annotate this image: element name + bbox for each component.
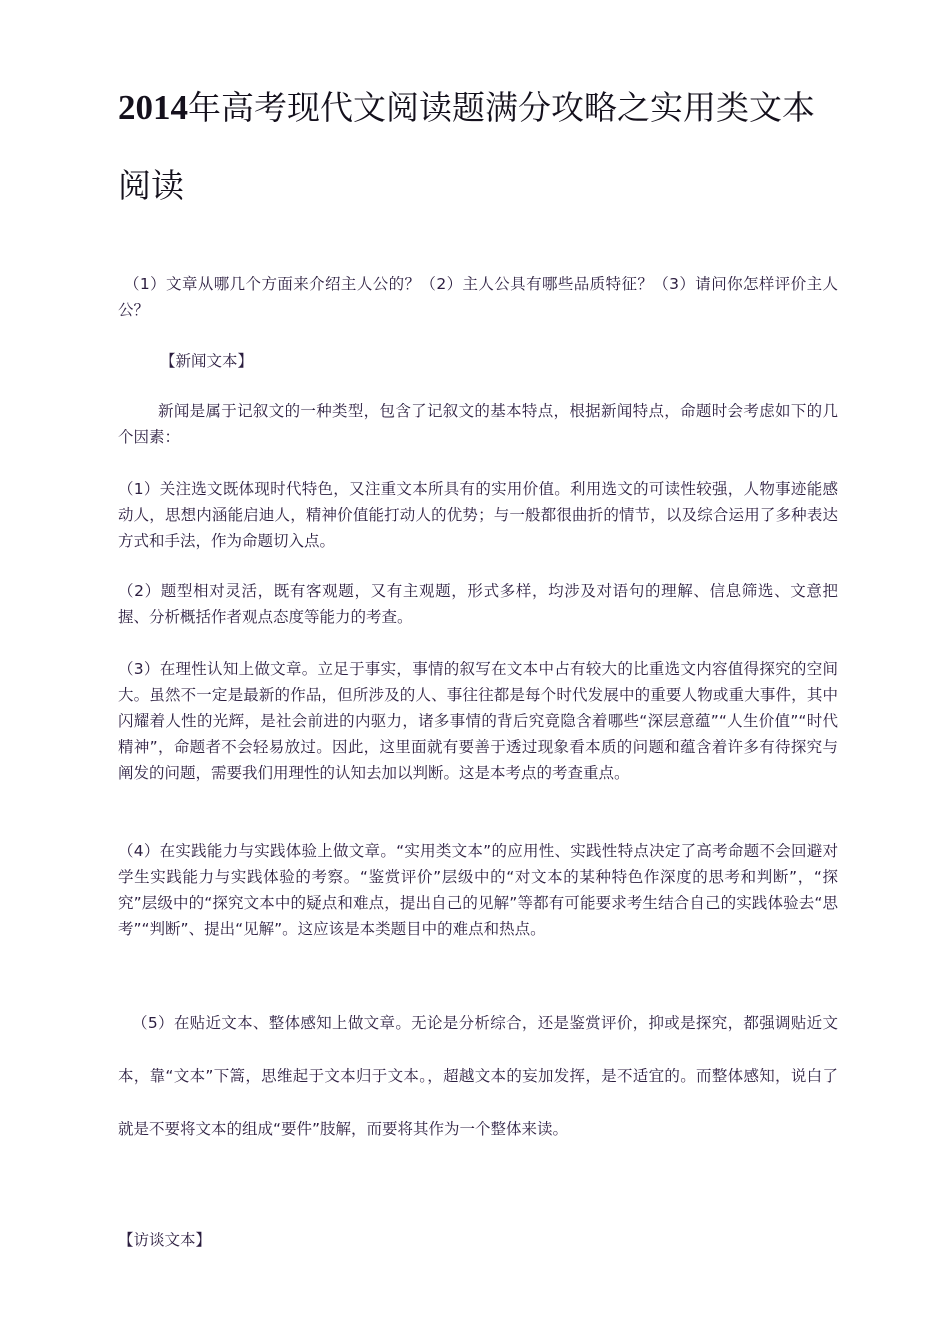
title-text: 年高考现代文阅读题满分攻略之实用类文本阅读 xyxy=(118,88,815,205)
point-1-paragraph: （1）关注选文既体现时代特色，又注重文本所具有的实用价值。利用选文的可读性较强，人物事迹能感动人，思想内涵能启迪人，精神价值能打动人的优势；与一般都很曲折的情节，以及综合运用了多种表达方式和手法，作为命题切入点。 xyxy=(118,480,838,550)
point-3-paragraph: （3）在理性认知上做文章。立足于事实，事情的叙写在文本中占有较大的比重选文内容值得探究的空间大。虽然不一定是最新的作品，但所涉及的人、事往往都是每个时代发展中的重要人物或重大事件，其中闪耀着人性的光辉，是社会前进的内驱力，诸多事情的背后究竟隐含着哪些“深层意蕴”“人生价值”“时代精神”，命题者不会轻易放过。因此，这里面就有要善于透过现象看本质的问题和蕴含着许多有待探究与阐发的问题，需要我们用理性的认知去加以判断。这是本考点的考查重点。 xyxy=(118,660,838,782)
title-year: 2014 xyxy=(118,88,188,127)
section-heading-news: 【新闻文本】 xyxy=(160,352,254,370)
point-5-paragraph: （5）在贴近文本、整体感知上做文章。无论是分析综合，还是鉴赏评价，抑或是探究，都强调贴近文本，靠“文本”下篙，思维起于文本归于文本。，超越文本的妄加发挥，是不适宜的。而整体感知，说白了就是不要将文本的组成“要件”肢解，而要将其作为一个整体来读。 xyxy=(118,1014,838,1138)
document-title xyxy=(118,69,838,225)
point-4-paragraph: （4）在实践能力与实践体验上做文章。“实用类文本”的应用性、实践性特点决定了高考命题不会回避对学生实践能力与实践体验的考察。“鉴赏评价”层级中的“对文本的某种特色作深度的思考和判断”，“探究”层级中的“探究文本中的疑点和难点，提出自己的见解”等都有可能要求考生结合自己的实践体验去“思考”“判断”、提出“见解”。这应该是本类题目中的难点和热点。 xyxy=(118,842,838,938)
intro-paragraph: 新闻是属于记叙文的一种类型，包含了记叙文的基本特点，根据新闻特点，命题时会考虑如下的几个因素： xyxy=(118,402,838,446)
point-2-paragraph: （2）题型相对灵活，既有客观题，又有主观题，形式多样，均涉及对语句的理解、信息筛选、文意把握、分析概括作者观点态度等能力的考查。 xyxy=(118,582,838,626)
section-heading-interview: 【访谈文本】 xyxy=(118,1231,212,1249)
questions-paragraph: （1）文章从哪几个方面来介绍主人公的？（2）主人公具有哪些品质特征？（3）请问你怎样评价主人公？ xyxy=(118,275,838,319)
